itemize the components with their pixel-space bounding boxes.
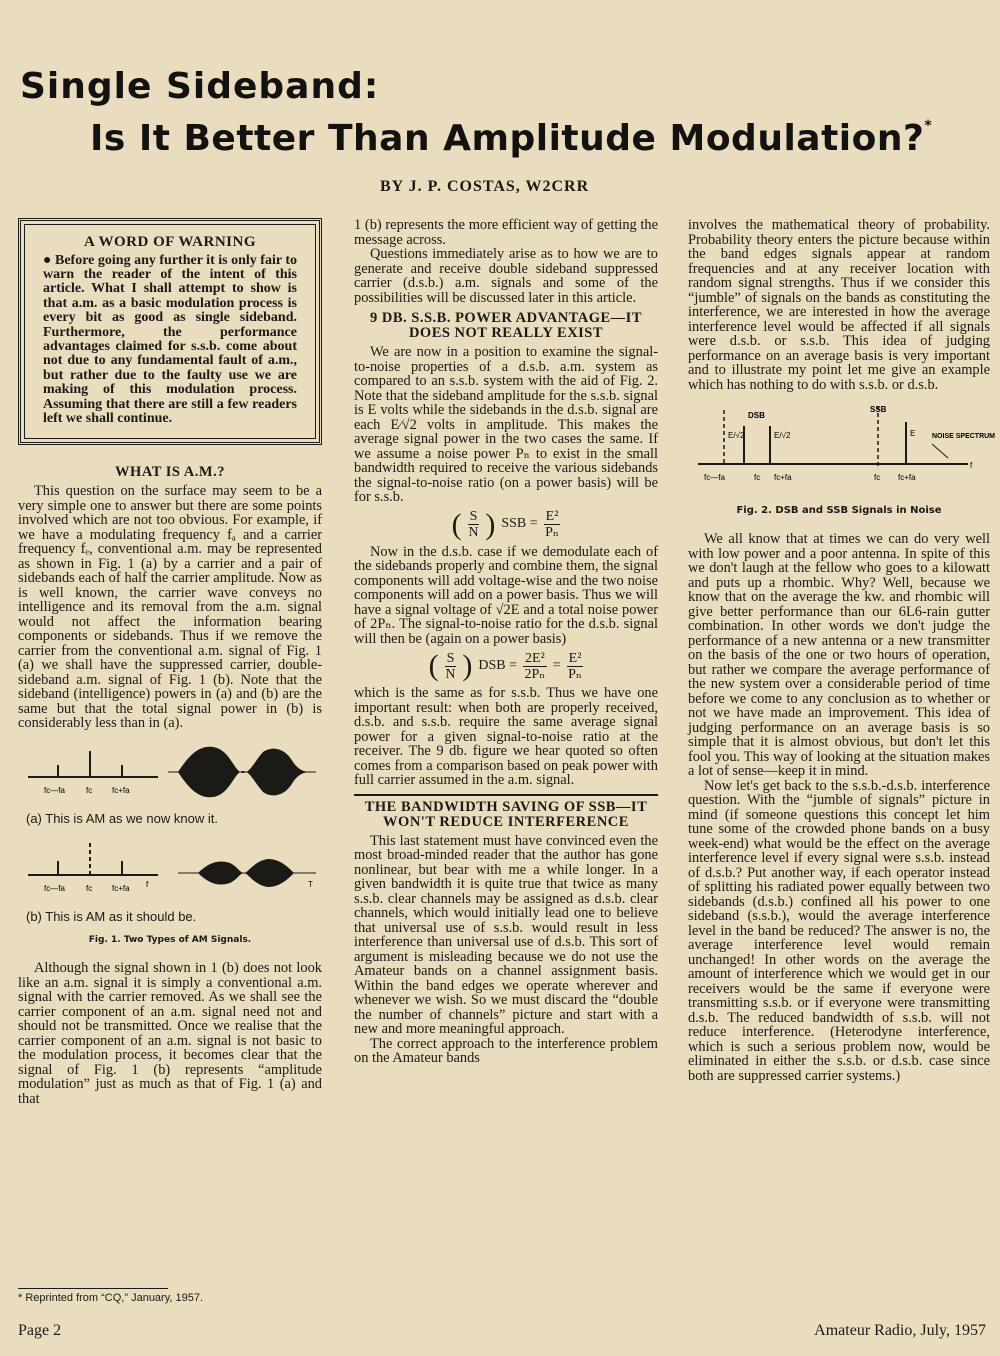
- fig2-label-f: f: [970, 461, 973, 470]
- fig2-title: Fig. 2. DSB and SSB Signals in Noise: [736, 504, 942, 516]
- paragraph: 1 (b) represents the more efficient way of getting the message across.: [354, 217, 658, 248]
- section-heading-power-advantage: 9 DB. S.S.B. POWER ADVANTAGE—IT DOES NOT REALLY EXIST: [370, 310, 642, 341]
- fig2-label-e2: E/√2: [774, 431, 791, 440]
- title-line-1: Single Sideband:: [20, 66, 380, 107]
- formula-ssb: ( $\frac{S}{N}$ ) SSB = $\frac{\text{E²}}{\text{Pₙ}}$: [451, 507, 559, 541]
- footnote: * Reprinted from “CQ,” January, 1957.: [18, 1292, 204, 1304]
- fig2-label-mid2: fc: [874, 473, 881, 482]
- warning-box: [18, 218, 322, 445]
- fig2-label-noise: NOISE SPECTRUM: [932, 433, 996, 440]
- figure-1a: [18, 737, 322, 827]
- paragraph: We all know that at times we can do very well with low power and a poor antenna. In spite of this we don't laugh at the fellow who goes to a kilowatt and puts up a rhombic. Why? Well, because we know that on the average the kw. and rhombic will give better performance than our 6L6-rain gutter combination. In other words we don't judge the performance of a new antenna or a new transmitter on the basis of the one or two hours of operation, but rather we compare the average performance of the new system over a considerable period of time before we come to any conclusion as to whether or not we have made an improvement. This idea of judging performance on an average basis is so simple that it is almost obvious, but don't let this fool you. This way of looking at the situation makes a lot of sense—keep it in mind.: [688, 531, 990, 779]
- publication-footer: Amateur Radio, July, 1957: [814, 1322, 986, 1339]
- column-1: [18, 218, 322, 1106]
- fig1b-label-hi: fc+fa: [112, 883, 130, 893]
- fig1b-label-lo: fc—fa: [44, 883, 65, 893]
- fig1b-caption: (b) This is AM as it should be.: [26, 909, 197, 925]
- paragraph: Questions immediately arise as to how we are to generate and receive double sideband suppressed carrier (d.s.b.) a.m. signals and some of the possibilities will be discussed later in this article.: [354, 246, 658, 306]
- figure-1b-graphic: [18, 835, 318, 905]
- paragraph: involves the mathematical theory of probability. Probability theory enters the picture because within the band edges signals appear at random frequencies and at any receiver location with random signal strengths. Thus if we consider this “jumble” of signals on the bands as constituting the interference, we are interested in how the average interference level would be affected if all signals were d.s.b. or s.s.b. This idea of judging performance on an average basis is very important and to illustrate my point let me give an example which has nothing to do with s.s.b. or d.s.b.: [688, 217, 990, 393]
- figure-2: [688, 398, 996, 518]
- fig2-label-dsb: DSB: [748, 411, 765, 420]
- warning-text: ● Before going any further it is only fair to warn the reader of the intent of this article. What I shall attempt to show is that a.m. as a basic modulation process is every bit as good as single sideband. Furthermore, the performance advantages claimed for s.s.b. come about not due to any fundamental fault of a.m., but rather due to the faulty use we are making of this modulation process. Assuming that there are still a few readers left we shall continue.: [43, 252, 297, 426]
- fig2-label-hi: fc+fa: [774, 473, 792, 482]
- section-heading-bandwidth: THE BANDWIDTH SAVING OF SSB—IT WON'T REDUCE INTERFERENCE: [354, 794, 658, 830]
- section-heading-what-is-am: WHAT IS A.M.?: [115, 464, 225, 481]
- paragraph: This last statement must have convinced even the most broad-minded reader that the author has gone nonlinear, but bear with me a while longer. In a given bandwidth it is quite true that twice as many s.s.b. clear channels may be assigned as d.s.b. clear channels, which would initially lead one to believe that universal use of s.s.b. would result in less interference than universal use of d.s.b. This sort of argument is misleading because we do not use the Amateur bands on a channel assignment basis. Within the band edges we operate wherever and whenever we wish. So we must discard the “double the number of channels” picture and start with a new and more meaningful approach.: [354, 832, 658, 1037]
- fig2-label-e1: E/√2: [728, 431, 745, 440]
- fig2-label-lo: fc—fa: [704, 473, 725, 482]
- fig1a-label-hi: fc+fa: [112, 785, 130, 795]
- paragraph: Now in the d.s.b. case if we demodulate each of the sidebands properly and combine them, the signal components will add voltage-wise and the two noise components will add on a power basis. Thus we will have a signal voltage of √2E and a total noise power of 2Pₙ. The signal-to-noise ratio for the d.s.b. signal will then be (again on a power basis): [354, 543, 658, 647]
- fig1a-label-lo: fc—fa: [44, 785, 65, 795]
- figure-1b: [18, 835, 322, 948]
- figure-1a-graphic: [18, 737, 318, 807]
- figure-2-graphic: [688, 398, 996, 498]
- column-3: [688, 217, 996, 1084]
- fig1b-label-f: f: [146, 879, 149, 889]
- fig2-label-e: E: [910, 429, 916, 438]
- paragraph: Now let's get back to the s.s.b.-d.s.b. interference question. With the “jumble of signals” picture in mind (if someone questions this concept let him tune some of the crowded phone bands on a busy week-end) what would be the effect on the average interference level if every signal were s.s.b. instead of d.s.b.? Put another way, if each operator instead of splitting his radiated power equally between two sidebands (d.s.b.) confined all his power to one sideband (s.s.b.), would the average interference level in the band be reduced? The answer is no, the average interference level would remain unchanged! In other words on the average the amount of interference which we would get in our receivers would be the same if everyone were transmitting s.s.b. or if everyone were transmitting d.s.b. The reduced bandwidth of s.s.b. will not reduce interference. (Heterodyne interference, which is such a serious problem now, would be eliminated in either the s.s.b. or d.s.b. case since both are suppressed carrier systems.): [688, 777, 990, 1084]
- fig2-label-ssb: SSB: [870, 405, 887, 414]
- page-number: Page 2: [18, 1322, 62, 1339]
- formula-dsb: ( $\frac{S}{N}$ ) DSB = $\frac{\text{2E²}}{\text{2Pₙ}}$ = $\frac{\text{E²}}{\text{Pₙ}}$: [428, 649, 582, 682]
- fig2-label-mid: fc: [754, 473, 761, 482]
- title-line-2: Is It Better Than Amplitude Modulation?*: [90, 118, 933, 159]
- paragraph: Although the signal shown in 1 (b) does not look like an a.m. signal it is simply a conventional a.m. signal with the carrier removed. As we shall see the carrier component of an a.m. signal need not and should not be transmitted. Once we realise that the carrier component of an a.m. signal is not basic to the modulation process, it becomes clear that the signal of Fig. 1 (b) represents “amplitude modulation” just as much as that of Fig. 1 (a) and that: [18, 960, 322, 1107]
- title-footnote-mark: *: [924, 118, 933, 134]
- fig1-title: Fig. 1. Two Types of AM Signals.: [88, 934, 252, 945]
- fig1b-label-t: T: [308, 879, 313, 889]
- paragraph: We are now in a position to examine the signal-to-noise properties of a d.s.b. a.m. system as compared to an s.s.b. system with the aid of Fig. 2. Note that the sideband amplitude for the s.s.b. signal is E volts while the sidebands in the d.s.b. signal are each E∕√2 volts in amplitude. This makes the average signal power in the two cases the same. If we assume a noise power Pₙ to exist in the small bandwidth required to receive the various sidebands the signal-to-noise ratio (on a power basis) will be for s.s.b.: [354, 344, 658, 505]
- fig1a-label-mid: fc: [86, 785, 93, 795]
- warning-heading: A WORD OF WARNING: [84, 234, 256, 250]
- fig1a-caption: (a) This is AM as we now know it.: [26, 811, 218, 827]
- paragraph: which is the same as for s.s.b. Thus we have one important result: when both are properly received, d.s.b. and s.s.b. require the same average signal power for a given signal-to-noise ratio at the receiver. The 9 db. figure we hear quoted so often comes from a comparison based on peak power with full carrier assumed in the a.m. signal.: [354, 685, 658, 788]
- fig1b-label-mid: fc: [86, 883, 93, 893]
- fig2-label-hi2: fc+fa: [898, 473, 916, 482]
- column-2: [354, 218, 658, 1066]
- byline: BY J. P. COSTAS, W2CRR: [380, 178, 590, 195]
- paragraph: This question on the surface may seem to be a very simple one to answer but there are some points involved which are not too obvious. For example, if we have a modulating frequency fₐ and a carrier frequency fₑ, conventional a.m. may be represented as shown in Fig. 1 (a) by a carrier and a pair of sidebands each of half the carrier amplitude. Now as is well known, the carrier wave conveys no intelligence and its removal from the a.m. signal would not affect the information bearing components or sidebands. Thus if we remove the carrier from the conventional a.m. signal of Fig. 1 (a) we shall have the suppressed carrier, double-sideband a.m. signal of Fig. 1 (b). Note that the sideband (intelligence) powers in (a) and (b) are the same but that the total signal power in (b) is considerably less than in (a).: [18, 483, 322, 732]
- footnote-rule: [18, 1288, 168, 1289]
- paragraph: The correct approach to the interference problem on the Amateur bands: [354, 1035, 658, 1066]
